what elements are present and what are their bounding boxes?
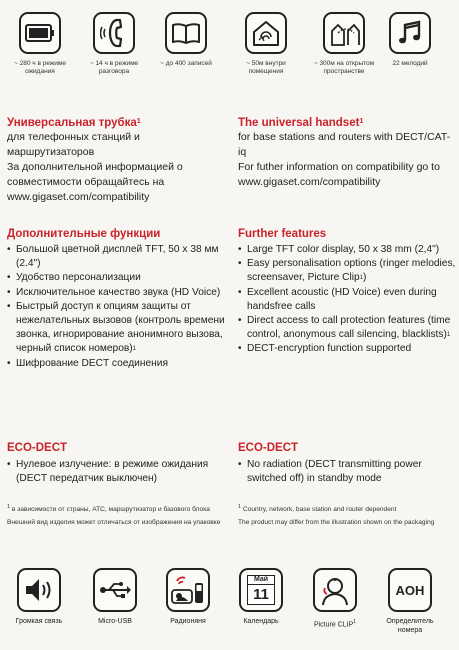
feature-caption: ~ 50м внутри помещения — [246, 60, 286, 75]
feature-picture-clip — [300, 568, 370, 630]
left-footnotes — [7, 503, 225, 527]
feature-micro-usb — [80, 568, 150, 627]
eco-dect-heading: ECO-DECT — [238, 442, 299, 454]
feature-indoor-range — [228, 12, 304, 76]
usb-icon — [93, 568, 137, 612]
feature-caller-id — [375, 568, 445, 635]
right-features-section — [238, 227, 456, 357]
eco-dect-heading: ECO-DECT — [7, 442, 68, 454]
feature-caption: ~ 14 ч в режиме разговора — [89, 60, 139, 75]
picture-clip-icon — [313, 568, 357, 612]
feature-caption: Определитель номера — [386, 618, 434, 634]
feature-melodies — [372, 12, 448, 68]
feature-phonebook — [148, 12, 224, 68]
feature-baby-monitor — [153, 568, 223, 627]
caller-id-badge: AOH — [395, 582, 425, 598]
list-item: • Direct access to call protection features (time control, anonymous call silencing, blacklists)$^1$ — [238, 314, 456, 342]
speaker-icon — [17, 568, 61, 612]
disclaimer: The product may differ from the illustration shown on the packaging — [238, 519, 435, 527]
disclaimer: Внешний вид изделия может отличаться от изображения на упаковке — [7, 519, 221, 527]
feature-speakerphone — [4, 568, 74, 627]
left-eco-section — [7, 441, 225, 486]
list-item: • Excellent acoustic (HD Voice) even during handsfree calls — [238, 286, 456, 314]
list-item: • No radiation (DECT transmitting power switched off) in standby mode — [238, 458, 456, 486]
feature-list — [7, 243, 225, 371]
left-column-russian — [7, 116, 225, 205]
eco-list — [238, 458, 456, 486]
list-item: • Исключительное качество звука (HD Voice) — [7, 286, 225, 300]
list-item: • Удобство персонализации — [7, 271, 225, 285]
eco-list — [7, 458, 225, 486]
outdoor-range-icon — [323, 12, 365, 54]
compat-url: www.gigaset.com/compatibility — [7, 191, 150, 203]
feature-caption: Радионяня — [170, 618, 206, 625]
battery-icon — [19, 12, 61, 54]
features-heading: Дополнительные функции — [7, 228, 161, 240]
right-eco-section — [238, 441, 456, 486]
baby-monitor-icon — [166, 568, 210, 612]
feature-calendar — [226, 568, 296, 627]
feature-caption: ~ 280 ч в режиме ожидания — [14, 60, 66, 75]
left-features-section — [7, 227, 225, 371]
indoor-range-house-icon — [245, 12, 287, 54]
feature-caption: Micro-USB — [98, 618, 132, 625]
footnote: $^1$ Country, network, base station and router dependent — [238, 504, 397, 514]
universal-handset-heading: The universal handset$^1$ — [238, 117, 364, 129]
feature-standby — [2, 12, 78, 76]
feature-caption: ~ 300м на открытом пространстве — [313, 60, 375, 75]
talk-time-phone-icon — [93, 12, 135, 54]
right-column-english — [238, 116, 456, 190]
footnote: $^1$ в зависимости от страны, АТС, маршрутизатор и базового блока — [7, 504, 210, 514]
calendar-month: Май — [248, 576, 274, 585]
feature-list — [238, 243, 456, 357]
caller-id-icon — [388, 568, 432, 612]
compat-text: для телефонных станций и маршрутизаторов — [7, 131, 140, 158]
calendar-day: 11 — [253, 586, 269, 603]
features-heading: Further features — [238, 228, 327, 240]
bottom-feature-icons — [0, 568, 459, 648]
feature-outdoor-range — [306, 12, 382, 76]
compat-url: www.gigaset.com/compatibility — [238, 176, 381, 188]
list-item: • Быстрый доступ к опциям защиты от нежелательных вызовов (контроль времени звонка, игнорирование анонимного вызова, черный список номеров)$^1$ — [7, 300, 225, 357]
melody-notes-icon — [389, 12, 431, 54]
calendar-page — [247, 575, 275, 605]
top-feature-icons — [0, 12, 459, 92]
right-footnotes — [238, 503, 456, 527]
feature-caption: ~ до 400 записей — [160, 60, 212, 67]
list-item: • Large TFT color display, 50 x 38 mm (2,4") — [238, 243, 456, 257]
list-item: • Шифрование DECT соединения — [7, 357, 225, 371]
phonebook-icon — [165, 12, 207, 54]
feature-talk-time — [76, 12, 152, 76]
list-item: • Easy personalisation options (ringer melodies, screensaver, Picture Clip$^1$) — [238, 257, 456, 285]
feature-caption: 22 мелодий — [392, 60, 428, 67]
list-item: • Нулевое излучение: в режиме ожидания (DECT передатчик выключен) — [7, 458, 225, 486]
feature-caption: Громкая связь — [15, 618, 63, 625]
feature-caption: Календарь — [243, 618, 279, 625]
universal-handset-heading: Универсальная трубка$^1$ — [7, 117, 141, 129]
list-item: • Большой цветной дисплей TFT, 50 x 38 мм (2.4") — [7, 243, 225, 271]
feature-caption: Picture CLIP$^1$ — [313, 619, 357, 629]
compat-text: for base stations and routers with DECT/CAT-iq — [238, 131, 451, 158]
list-item: • DECT-encryption function supported — [238, 342, 456, 356]
compat-info-text: За дополнительной информацией о совместимости обращайтесь на — [7, 161, 183, 188]
calendar-icon — [239, 568, 283, 612]
compat-info-text: For futher information on compatibility go to — [238, 161, 440, 173]
